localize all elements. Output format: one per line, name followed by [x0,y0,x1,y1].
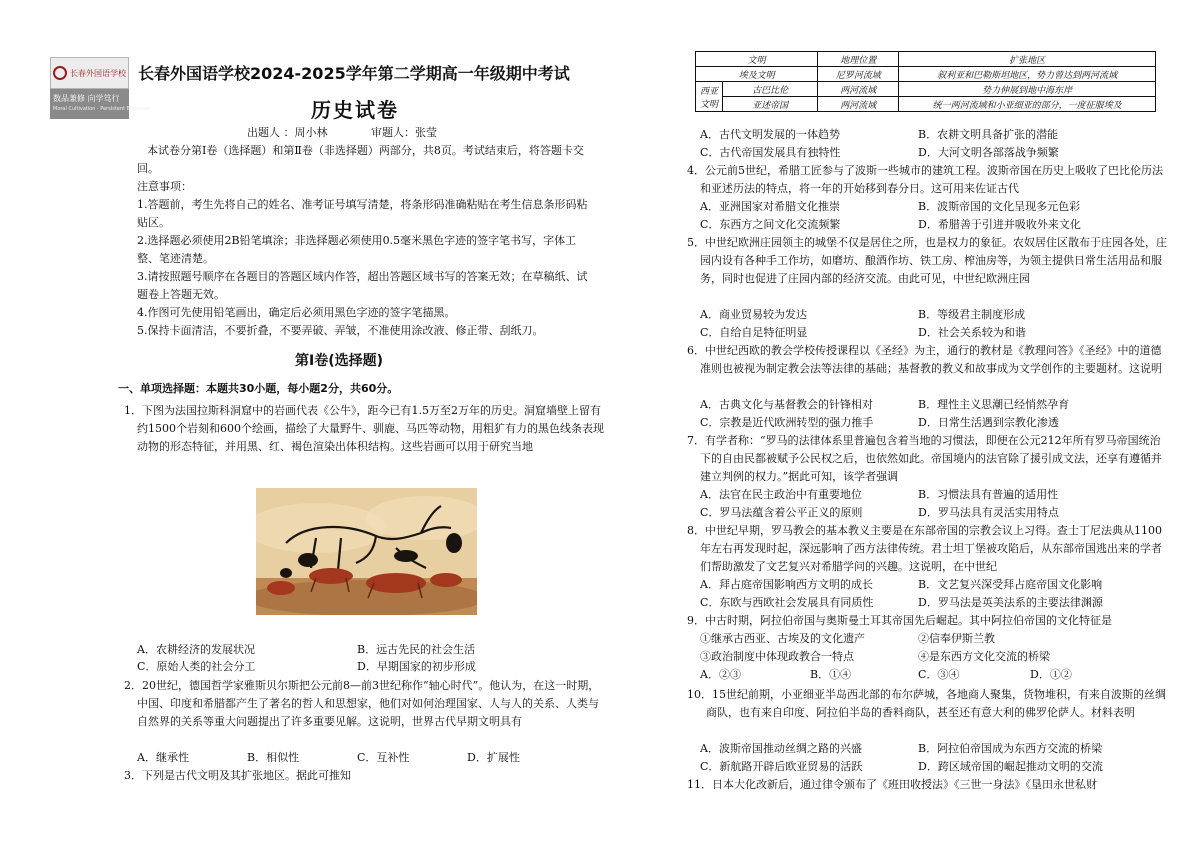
q9-option-c[interactable]: C．③④ [918,668,960,681]
intro-paragraph: 本试卷分第Ⅰ卷（选择题）和第Ⅱ卷（非选择题）两部分，共8页。考试结束后，将答题卡交回。 [137,144,584,175]
table-cell: 埃及文明 [696,67,818,82]
q6-stem: 6．中世纪西欧的教会学校传授课程以《圣经》为主，通行的教材是《教理问答》《圣经》中的道德准则也被视为制定教会法等法律的基础；基督教的教义和故事成为文学创作的主要题材。这说明 [687,344,1162,375]
section-title: 第Ⅰ卷(选择题) [295,353,384,369]
q4-option-b[interactable]: B．波斯帝国的文化呈现多元色彩 [918,200,1081,213]
q7-option-b[interactable]: B．习惯法具有普遍的适用性 [918,488,1059,501]
q3-option-b[interactable]: B．农耕文明具备扩张的潜能 [918,128,1059,141]
q5-option-a[interactable]: A．商业贸易较为发达 [700,308,807,321]
table-header: 文明 [696,52,818,67]
q9-items-row1 [700,630,1155,648]
q1-options-row2 [137,658,587,676]
section-instruction: 一、单项选择题：本题共30小题，每小题2分，共60分。 [118,382,399,395]
setter: 出题人 ：周小林 [247,126,328,139]
q8-options-row2 [700,594,1155,612]
q3-option-d[interactable]: D．大河文明各部落战争频繁 [918,146,1059,159]
q7-option-c[interactable]: C．罗马法蕴含着公平正义的原则 [700,506,863,519]
q9-item-4: ④是东西方文化交流的桥梁 [918,650,1050,663]
q2-option-b[interactable]: B．相似性 [247,751,300,764]
q10-option-b[interactable]: B．阿拉伯帝国成为东西方交流的桥梁 [918,742,1103,755]
q10-options-row2 [700,758,1155,776]
q9-option-a[interactable]: A．②③ [700,668,741,681]
q1-option-c[interactable]: C．原始人类的社会分工 [137,660,256,673]
q10-option-d[interactable]: D．跨区域帝国的崛起推动文明的交流 [918,760,1103,773]
q11-stem: 11．日本大化改新后，通过律令颁布了《班田收授法》《三世一身法》《垦田永世私财 [687,778,1097,791]
q9-stem: 9．中古时期，阿拉伯帝国与奥斯曼土耳其帝国先后崛起。其中阿拉伯帝国的文化特征是 [687,614,1112,627]
q7-options-row1 [700,486,1155,504]
q1-option-a[interactable]: A．农耕经济的发展状况 [137,643,255,656]
table-row [696,97,1156,112]
q7-option-a[interactable]: A．法官在民主政治中有重要地位 [700,488,862,501]
q8-option-d[interactable]: D．罗马法是英美法系的主要法律渊源 [918,596,1103,609]
q4-option-c[interactable]: C．东西方之间文化交流频繁 [700,218,841,231]
q5-options-row2 [700,324,1155,342]
q6-options-row1 [700,396,1155,414]
q10-option-c[interactable]: C．新航路开辟后欧亚贸易的活跃 [700,760,863,773]
q5-option-c[interactable]: C．自给自足特征明显 [700,326,808,339]
q3-option-c[interactable]: C．古代帝国发展具有独特性 [700,146,841,159]
civilization-table [695,51,1156,112]
table-cell: 两河流域 [818,82,899,97]
q4-options-row1 [700,198,1155,216]
table-header: 地理位置 [818,52,899,67]
logo-name: 长春外国语学校 [70,68,126,78]
q8-options-row1 [700,576,1155,594]
q9-item-1: ①继承古西亚、古埃及的文化遗产 [700,632,865,645]
q9-items-row2 [700,648,1155,666]
q10-stem: 10．15世纪前期，小亚细亚半岛西北部的布尔萨城，各地商人聚集，货物堆积，有来自波斯的丝绸商队，也有来自印度、阿拉伯半岛的香料商队，甚至还有意大利的佛罗伦萨人。材料表明 [687,688,1166,719]
q4-option-d[interactable]: D．希腊善于引进并吸收外来文化 [918,218,1081,231]
seal-icon [53,66,67,80]
q3-option-a[interactable]: A．古代文明发展的一体趋势 [700,128,840,141]
q6-option-a[interactable]: A．古典文化与基督教会的针锋相对 [700,398,873,411]
table-cell: 统一两河流域和小亚细亚的部分，一度征服埃及 [899,97,1156,112]
note-2: 2.选择题必须使用2B铅笔填涂；非选择题必须使用0.5毫米黑色字迹的签字笔书写，字体工整、笔迹清楚。 [137,234,577,265]
q1-option-b[interactable]: B．远古先民的社会生活 [357,643,476,656]
q4-options-row2 [700,216,1155,234]
note-5: 5.保持卡面清洁，不要折叠，不要弄破、弄皱，不准使用涂改液、修正带、刮纸刀。 [137,324,544,337]
q8-option-c[interactable]: C．东欧与西欧社会发展具有同质性 [700,596,874,609]
logo-motto-en: Moral Cultivation · Persistent Endeavor [53,106,151,112]
author-line [247,124,477,140]
school-title: 长春外国语学校2024-2025学年第二学期高一年级期中考试 [138,64,570,83]
q3-options-row1 [700,126,1155,144]
q5-option-d[interactable]: D．社会关系较为和谐 [918,326,1026,339]
q2-stem: 2．20世纪，德国哲学家雅斯贝尔斯把公元前8—前3世纪称作“轴心时代”。他认为，在这一时期，中国、印度和希腊都产生了著名的哲人和思想家，他们对如何治理国家、人与人的关系、人类与自然界的关系等重大问题提出了许多重要见解。这说明，世界古代早期文明具有 [124,679,600,728]
q7-stem: 7．有学者称：“罗马的法律体系里普遍包含着当地的习惯法，即便在公元212年所有罗马帝国统治下的自由民都被赋予公民权之后，也依然如此。帝国境内的法官除了援引成文法，还享有遵循并建立判例的权力。”据此可知，该学者强调 [687,434,1162,483]
q4-stem: 4．公元前5世纪，希腊工匠参与了波斯一些城市的建筑工程。波斯帝国在历史上吸收了巴比伦历法和亚述历法的特点，将一年的开始移到春分日。这可用来佐证古代 [687,164,1163,195]
table-header: 扩张地区 [899,52,1156,67]
q7-option-d[interactable]: D．罗马法具有灵活实用特点 [918,506,1059,519]
q6-option-b[interactable]: B．理性主义思潮已经悄然孕育 [918,398,1070,411]
q7-options-row2 [700,504,1155,522]
q3-stem: 3．下列是古代文明及其扩张地区。据此可推知 [124,769,351,782]
note-1: 1.答题前，考生先将自己的姓名、准考证号填写清楚，将条形码准确粘贴在考生信息条形码粘贴区。 [137,198,588,229]
table-header-row [696,52,1156,67]
q9-option-b[interactable]: B．①④ [810,668,852,681]
notes-title: 注意事项： [137,180,192,193]
table-cell: 古巴比伦 [723,82,818,97]
q2-option-a[interactable]: A．继承性 [137,751,189,764]
table-cell: 势力伸展到地中海东岸 [899,82,1156,97]
q9-item-2: ②信奉伊斯兰教 [918,632,995,645]
subject-title: 历史试卷 [311,98,399,122]
q8-stem: 8．中世纪早期，罗马教会的基本教义主要是在东部帝国的宗教会议上习得。查士丁尼法典从1100年左右再发现时起，深远影响了西方法律传统。君士坦丁堡被攻陷后，从东部帝国逃出来的学者们帮助激发了文艺复兴对希腊学问的兴趣。这说明，在中世纪 [687,524,1162,573]
table-cell: 亚述帝国 [723,97,818,112]
q6-option-d[interactable]: D．日常生活遇到宗教化渗透 [918,416,1059,429]
q1-options-row1 [137,641,587,659]
q1-stem: 1．下图为法国拉斯科洞窟中的岩画代表《公牛》，距今已有1.5万至2万年的历史。洞窟墙壁上留有约1500个岩刻和600个绘画，描绘了大量野牛、驯鹿、马匹等动物，用粗犷有力的黑色线条表现动物的形态特征，并用黑、红、褐色渲染出体积结构。这些岩画可以用于研究当地 [124,404,604,453]
q4-option-a[interactable]: A．亚洲国家对希腊文化推崇 [700,200,840,213]
reviewer: 审题人：张莹 [371,126,437,139]
q6-options-row2 [700,414,1155,432]
q9-options [700,666,1155,684]
table-cell: 尼罗河流域 [818,67,899,82]
logo-motto: 数品兼修 向学笃行 [53,94,120,103]
q6-option-c[interactable]: C．宗教是近代欧洲转型的强力推手 [700,416,874,429]
q9-item-3: ③政治制度中体现政教合一特点 [700,650,854,663]
q8-option-a[interactable]: A．拜占庭帝国影响西方文明的成长 [700,578,873,591]
q10-options-row1 [700,740,1155,758]
q9-option-d[interactable]: D．①② [1030,668,1072,681]
note-4: 4.作图可先使用铅笔画出，确定后必须用黑色字迹的签字笔描黑。 [137,306,456,319]
table-cell: 西亚 文明 [696,82,723,112]
q2-option-d[interactable]: D．扩展性 [467,751,520,764]
q2-options [137,749,587,767]
q2-option-c[interactable]: C．互补性 [357,751,410,764]
table-cell: 两河流域 [818,97,899,112]
table-cell: 叙利亚和巴勒斯坦地区，势力曾达到两河流域 [899,67,1156,82]
logo-emblem [50,57,129,89]
q10-option-a[interactable]: A．波斯帝国推动丝绸之路的兴盛 [700,742,862,755]
q3-options-row2 [700,144,1155,162]
table-row [696,82,1156,97]
q8-option-b[interactable]: B．文艺复兴深受拜占庭帝国文化影响 [918,578,1103,591]
note-3: 3.请按照题号顺序在各题目的答题区域内作答，超出答题区域书写的答案无效；在草稿纸、试题卷上答题无效。 [137,270,588,301]
cave-painting-image [256,488,477,615]
q1-option-d[interactable]: D．早期国家的初步形成 [357,660,476,673]
table-row [696,67,1156,82]
q5-stem: 5．中世纪欧洲庄园领主的城堡不仅是居住之所，也是权力的象征。农奴居住区散布于庄园各处，庄园内设有各种手工作坊，如磨坊、酿酒作坊、铁工房、榨油房等，为领主提供日常生活用品和服务，同时也促进了庄园内部的经济交流。由此可见，中世纪欧洲庄园 [687,236,1167,285]
q5-options-row1 [700,306,1155,324]
school-logo [50,57,151,119]
q5-option-b[interactable]: B．等级君主制度形成 [918,308,1026,321]
